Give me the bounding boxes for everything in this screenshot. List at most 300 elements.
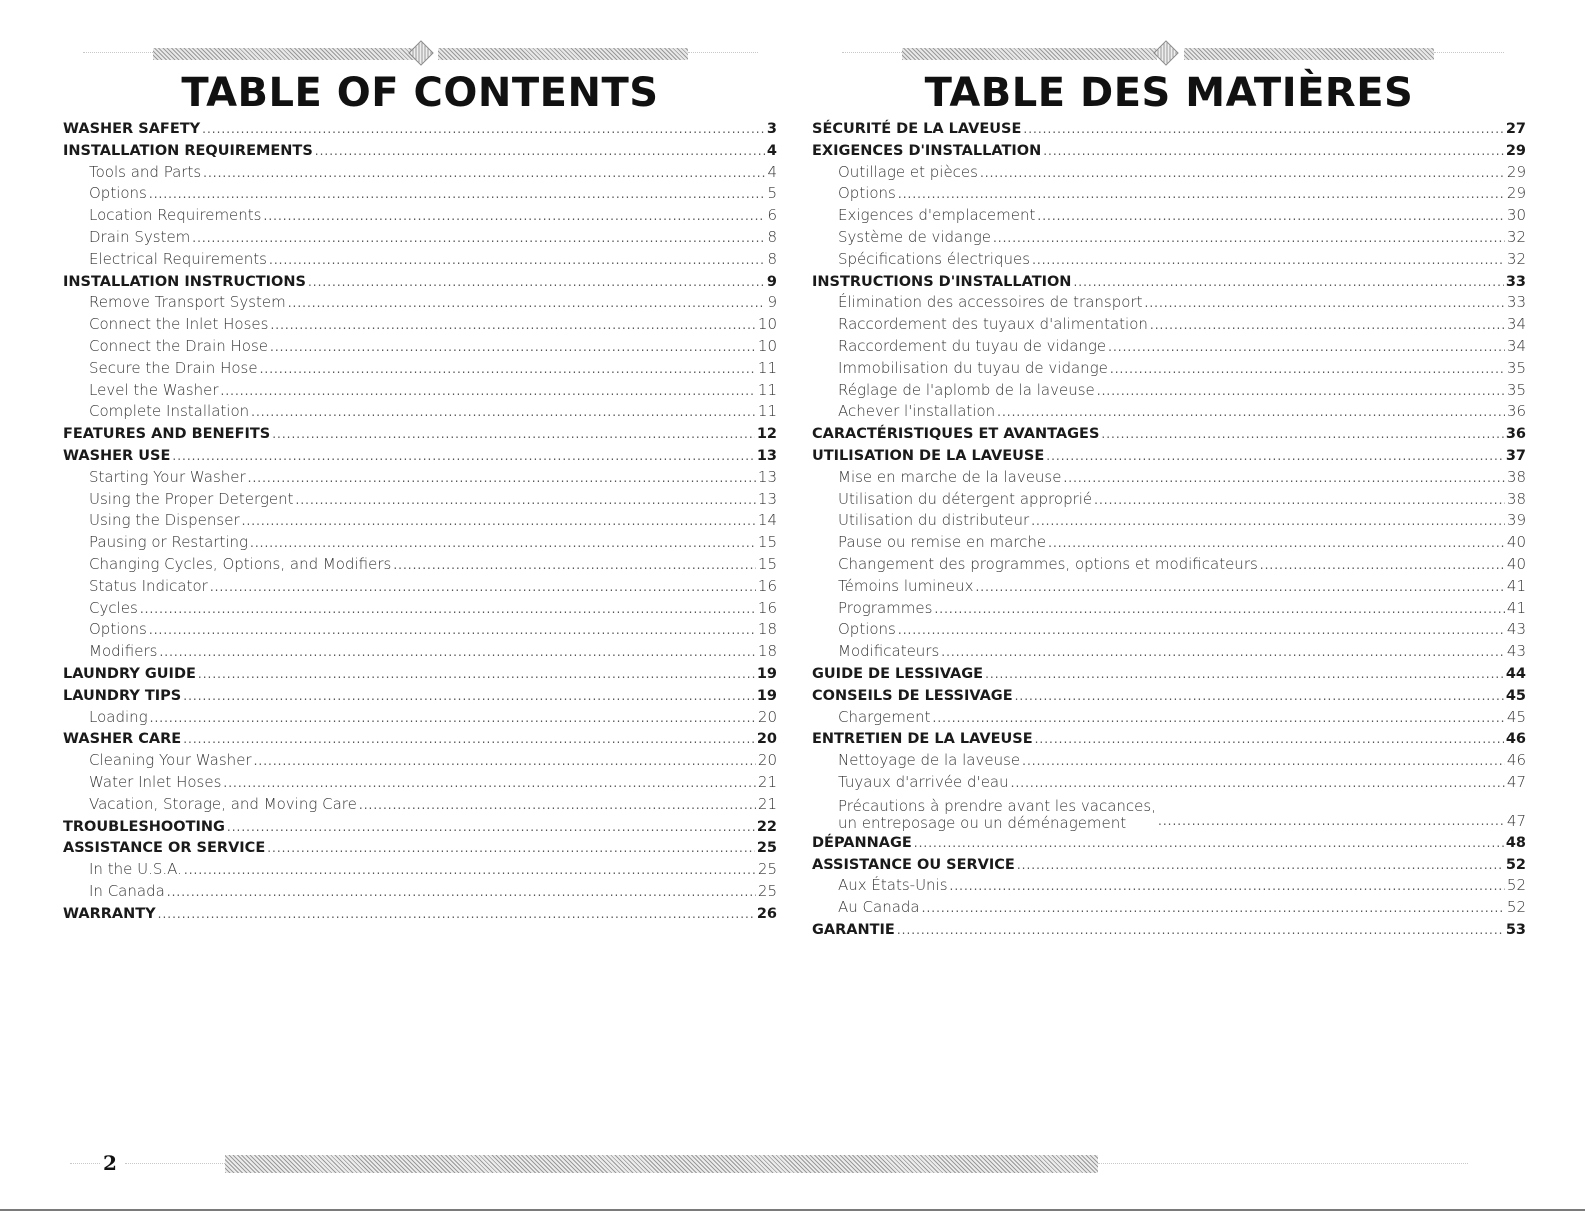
- toc-entry-label: Location Requirements: [89, 206, 262, 225]
- toc-subsection-entry: [812, 205, 1526, 227]
- toc-entry-label: WASHER USE: [63, 447, 171, 464]
- dot-leader: [315, 140, 765, 163]
- toc-entry-label: GUIDE DE LESSIVAGE: [812, 665, 984, 682]
- dot-leader: [1097, 380, 1505, 403]
- toc-subsection-entry: [63, 467, 777, 489]
- toc-entry-label: LAUNDRY TIPS: [63, 687, 182, 704]
- toc-entry-page-number: 13: [756, 447, 777, 464]
- dot-leader: [227, 816, 755, 839]
- dot-leader: [1011, 772, 1505, 795]
- toc-entry-page-number: 8: [767, 227, 777, 246]
- dot-leader: [254, 750, 756, 773]
- dot-leader: [250, 532, 756, 555]
- toc-entry-label: Water Inlet Hoses: [89, 772, 222, 791]
- dot-leader: [980, 162, 1505, 185]
- toc-entry-page-number: 21: [757, 772, 777, 791]
- dot-leader: [1063, 467, 1504, 490]
- toc-entry-label: Complete Installation: [89, 402, 250, 421]
- toc-entry-label: Changing Cycles, Options, and Modifiers: [89, 554, 392, 573]
- toc-subsection-entry: [812, 554, 1526, 576]
- toc-entry-page-number: 47: [1506, 772, 1526, 791]
- toc-section-entry: [63, 423, 777, 445]
- toc-entry-label: ASSISTANCE OU SERVICE: [812, 856, 1015, 873]
- dot-leader: [251, 401, 756, 424]
- dot-leader: [183, 728, 755, 751]
- page-title: TABLE DES MATIÈRES: [924, 70, 1414, 116]
- toc-subsection-entry: [63, 292, 777, 314]
- toc-section-entry: [63, 445, 777, 467]
- toc-entry-page-number: 43: [1506, 642, 1526, 661]
- toc-subsection-entry: [812, 707, 1526, 729]
- toc-subsection-entry: [812, 750, 1526, 772]
- dot-leader: [202, 118, 765, 141]
- toc-entry-label: Using the Proper Detergent: [89, 489, 294, 508]
- toc-entry-page-number: 13: [757, 489, 777, 508]
- toc-subsection-entry: [63, 489, 777, 511]
- toc-entry-label: Utilisation du distributeur: [838, 511, 1030, 530]
- toc-entry-page-number: 10: [757, 336, 777, 355]
- toc-entry-label: [838, 798, 1156, 832]
- toc-entry-page-number: 25: [757, 881, 777, 900]
- toc-entry-label: ASSISTANCE OR SERVICE: [63, 840, 266, 857]
- toc-subsection-entry: [63, 772, 777, 794]
- toc-entry-page-number: 10: [757, 315, 777, 334]
- toc-entry-label: Using the Dispenser: [89, 511, 240, 530]
- toc-entry-label: CARACTÉRISTIQUES ET AVANTAGES: [812, 426, 1100, 443]
- toc-entry-page-number: 52: [1506, 898, 1526, 917]
- toc-list: [63, 118, 777, 924]
- toc-subsection-entry: [63, 707, 777, 729]
- toc-section-entry: [63, 140, 777, 162]
- dot-leader: [296, 489, 756, 512]
- toc-subsection-entry: [63, 641, 777, 663]
- dot-leader: [1101, 423, 1503, 446]
- toc-entry-label: Cycles: [89, 598, 138, 617]
- toc-subsection-entry: [812, 380, 1526, 402]
- toc-entry-page-number: 40: [1506, 554, 1526, 573]
- dot-leader: [1046, 445, 1504, 468]
- toc-entry-label: LAUNDRY GUIDE: [63, 665, 196, 682]
- toc-entry-page-number: 21: [757, 794, 777, 813]
- toc-section-entry: [812, 140, 1526, 162]
- toc-subsection-entry: [812, 641, 1526, 663]
- toc-entry-label: Chargement: [838, 707, 931, 726]
- toc-subsection-entry: [812, 875, 1526, 897]
- toc-entry-label: Raccordement des tuyaux d'alimentation: [838, 315, 1148, 334]
- diamond-ornament-icon: [1153, 40, 1178, 65]
- toc-subsection-entry: [63, 205, 777, 227]
- toc-entry-page-number: 36: [1506, 402, 1526, 421]
- toc-entry-page-number: 36: [1505, 426, 1526, 443]
- toc-section-entry: [812, 118, 1526, 140]
- toc-entry-label: Modifiers: [89, 642, 158, 661]
- dot-leader: [934, 598, 1504, 621]
- dot-leader: [264, 205, 766, 228]
- toc-subsection-entry: [812, 227, 1526, 249]
- toc-subsection-entry: [63, 358, 777, 380]
- toc-subsection-entry: [63, 598, 777, 620]
- toc-entry-label: SÉCURITÉ DE LA LAVEUSE: [812, 121, 1022, 137]
- toc-entry-label: Élimination des accessoires de transport: [838, 293, 1143, 312]
- toc-entry-label-line2: un entreposage ou un déménagement: [838, 813, 1127, 832]
- toc-entry-page-number: 4: [766, 142, 777, 159]
- toc-subsection-entry: [812, 598, 1526, 620]
- dot-leader: [159, 641, 755, 664]
- toc-entry-label: Connect the Drain Hose: [89, 336, 269, 355]
- toc-entry-page-number: 27: [1505, 121, 1526, 137]
- toc-entry-label: WARRANTY: [63, 905, 156, 922]
- toc-entry-label: Immobilisation du tuyau de vidange: [838, 358, 1108, 377]
- toc-entry-page-number: 26: [756, 905, 777, 922]
- toc-entry-label: Level the Washer: [89, 380, 219, 399]
- diamond-ornament-icon: [408, 40, 433, 65]
- toc-entry-page-number: 33: [1505, 273, 1526, 290]
- toc-subsection-entry: [63, 162, 777, 184]
- toc-subsection-entry: [812, 292, 1526, 314]
- toc-entry-label: EXIGENCES D'INSTALLATION: [812, 142, 1042, 159]
- toc-entry-page-number: 25: [757, 860, 777, 879]
- toc-entry-page-number: 15: [757, 554, 777, 573]
- dot-leader: [1108, 336, 1505, 359]
- dot-leader: [158, 903, 755, 926]
- toc-entry-page-number: 43: [1506, 620, 1526, 639]
- toc-entry-page-number: 8: [767, 249, 777, 268]
- toc-entry-page-number: 6: [767, 206, 777, 225]
- toc-entry-page-number: 25: [756, 840, 777, 857]
- toc-section-entry: [63, 728, 777, 750]
- toc-list: [812, 118, 1526, 941]
- dot-leader: [184, 859, 756, 882]
- toc-entry-page-number: 52: [1505, 856, 1526, 873]
- toc-subsection-entry: [812, 489, 1526, 511]
- toc-subsection-entry: [812, 619, 1526, 641]
- dot-leader: [1073, 271, 1503, 294]
- toc-subsection-entry: [63, 619, 777, 641]
- toc-subsection-entry: [812, 249, 1526, 271]
- dot-leader: [272, 423, 755, 446]
- dot-leader: [149, 183, 766, 206]
- toc-entry-label: INSTALLATION INSTRUCTIONS: [63, 273, 306, 290]
- dot-leader: [270, 336, 756, 359]
- toc-entry-label: Aux États-Unis: [838, 876, 948, 895]
- toc-entry-label: Connect the Inlet Hoses: [89, 315, 269, 334]
- toc-entry-page-number: 48: [1505, 834, 1526, 851]
- toc-entry-page-number: 47: [1506, 811, 1526, 830]
- dot-leader: [1110, 358, 1505, 381]
- dot-leader: [1043, 140, 1504, 163]
- header-ornament: [812, 40, 1526, 66]
- toc-entry-label: Exigences d'emplacement: [838, 206, 1036, 225]
- toc-entry-label: Options: [89, 620, 147, 639]
- toc-section-entry: [63, 685, 777, 707]
- toc-entry-page-number: 18: [757, 642, 777, 661]
- dot-leader: [914, 832, 1504, 855]
- dot-leader: [1094, 489, 1505, 512]
- dot-leader: [933, 707, 1505, 730]
- toc-entry-page-number: 4: [767, 162, 777, 181]
- toc-entry-page-number: 46: [1506, 751, 1526, 770]
- dot-leader: [993, 227, 1505, 250]
- toc-entry-label: Drain System: [89, 227, 191, 246]
- dot-leader: [975, 576, 1504, 599]
- toc-entry-page-number: 11: [757, 402, 777, 421]
- toc-section-entry: [812, 832, 1526, 854]
- toc-subsection-entry: [812, 314, 1526, 336]
- toc-subsection-entry: [63, 510, 777, 532]
- toc-entry-page-number: 3: [766, 121, 777, 137]
- toc-subsection-entry: [63, 249, 777, 271]
- dot-leader: [1032, 249, 1505, 272]
- dot-leader: [1023, 118, 1503, 141]
- toc-entry-label: Changement des programmes, options et modificateurs: [838, 554, 1258, 573]
- dot-leader: [941, 641, 1505, 664]
- dot-leader: [192, 227, 765, 250]
- dot-leader: [997, 401, 1505, 424]
- dot-leader: [288, 292, 766, 315]
- dot-leader: [210, 576, 756, 599]
- dot-leader: [1158, 810, 1505, 832]
- toc-entry-label: FEATURES AND BENEFITS: [63, 426, 271, 443]
- toc-entry-label: DÉPANNAGE: [812, 834, 912, 851]
- toc-subsection-entry: [812, 467, 1526, 489]
- dot-leader: [267, 837, 755, 860]
- toc-subsection-entry: [63, 314, 777, 336]
- toc-entry-label: Loading: [89, 707, 148, 726]
- toc-entry-label: Témoins lumineux: [838, 576, 974, 595]
- toc-entry-label: In the U.S.A.: [89, 860, 182, 879]
- toc-subsection-entry: [63, 380, 777, 402]
- toc-subsection-entry: [63, 401, 777, 423]
- toc-entry-page-number: 18: [757, 620, 777, 639]
- toc-subsection-entry: [63, 554, 777, 576]
- dot-leader: [1048, 532, 1505, 555]
- toc-entry-label: Tools and Parts: [89, 162, 202, 181]
- toc-entry-page-number: 53: [1505, 921, 1526, 938]
- toc-subsection-entry: [63, 750, 777, 772]
- toc-entry-page-number: 16: [757, 598, 777, 617]
- toc-entry-page-number: 45: [1506, 707, 1526, 726]
- toc-entry-page-number: 46: [1505, 731, 1526, 748]
- toc-section-entry: [63, 837, 777, 859]
- dot-leader: [140, 598, 756, 621]
- toc-entry-label: Spécifications électriques: [838, 249, 1031, 268]
- toc-entry-label-line1: Précautions à prendre avant les vacances,: [838, 796, 1156, 815]
- toc-subsection-entry: [812, 772, 1526, 794]
- toc-entry-label: Options: [838, 184, 896, 203]
- toc-subsection-entry: [63, 576, 777, 598]
- toc-entry-page-number: 34: [1506, 336, 1526, 355]
- toc-entry-page-number: 29: [1506, 184, 1526, 203]
- toc-entry-label: Vacation, Storage, and Moving Care: [89, 794, 357, 813]
- toc-subsection-entry: [63, 881, 777, 903]
- dot-leader: [221, 380, 756, 403]
- toc-column-english: [63, 40, 777, 924]
- toc-entry-label: Mise en marche de la laveuse: [838, 467, 1062, 486]
- toc-entry-page-number: 39: [1506, 511, 1526, 530]
- toc-subsection-entry: [63, 227, 777, 249]
- dot-leader: [1031, 510, 1505, 533]
- dot-leader: [1017, 854, 1504, 877]
- dot-leader: [1022, 750, 1505, 773]
- toc-section-entry: [812, 919, 1526, 941]
- dot-leader: [308, 271, 765, 294]
- toc-entry-label: WASHER SAFETY: [63, 121, 201, 137]
- toc-section-entry: [812, 854, 1526, 876]
- toc-subsection-entry: [812, 162, 1526, 184]
- toc-entry-page-number: 29: [1505, 142, 1526, 159]
- toc-entry-label: INSTRUCTIONS D'INSTALLATION: [812, 273, 1072, 290]
- toc-subsection-entry: [812, 183, 1526, 205]
- bottom-rule: [0, 1209, 1585, 1211]
- toc-subsection-entry: [812, 401, 1526, 423]
- dot-leader: [269, 249, 765, 272]
- toc-section-entry: [812, 271, 1526, 293]
- toc-section-entry: [812, 423, 1526, 445]
- toc-entry-page-number: 40: [1506, 533, 1526, 552]
- dot-leader: [270, 314, 755, 337]
- dot-leader: [203, 162, 765, 185]
- toc-subsection-entry: [63, 794, 777, 816]
- header-ornament: [63, 40, 777, 66]
- dot-leader: [393, 554, 756, 577]
- toc-entry-label: Options: [838, 620, 896, 639]
- toc-entry-label: WASHER CARE: [63, 731, 182, 748]
- toc-subsection-entry: [812, 336, 1526, 358]
- toc-section-entry: [812, 728, 1526, 750]
- dot-leader: [1035, 728, 1504, 751]
- toc-entry-label: TROUBLESHOOTING: [63, 818, 225, 835]
- toc-section-entry: [812, 445, 1526, 467]
- toc-entry-label: Tuyaux d'arrivée d'eau: [838, 772, 1009, 791]
- toc-entry-page-number: 33: [1506, 293, 1526, 312]
- toc-entry-page-number: 14: [757, 511, 777, 530]
- toc-section-entry: [812, 663, 1526, 685]
- toc-entry-page-number: 32: [1506, 249, 1526, 268]
- toc-entry-page-number: 11: [757, 380, 777, 399]
- toc-subsection-entry: [812, 794, 1526, 832]
- toc-entry-page-number: 11: [757, 358, 777, 377]
- toc-section-entry: [63, 903, 777, 925]
- toc-section-entry: [63, 118, 777, 140]
- footer-ornament-bar: [225, 1155, 1098, 1173]
- toc-entry-page-number: 22: [756, 818, 777, 835]
- toc-entry-page-number: 9: [767, 293, 777, 312]
- toc-entry-label: Remove Transport System: [89, 293, 286, 312]
- toc-entry-label: Pause ou remise en marche: [838, 533, 1047, 552]
- dot-leader: [260, 358, 756, 381]
- toc-section-entry: [812, 685, 1526, 707]
- toc-entry-page-number: 38: [1506, 467, 1526, 486]
- toc-subsection-entry: [812, 510, 1526, 532]
- toc-entry-page-number: 19: [756, 665, 777, 682]
- dot-leader: [898, 183, 1505, 206]
- toc-entry-label: Raccordement du tuyau de vidange: [838, 336, 1107, 355]
- toc-entry-page-number: 5: [767, 184, 777, 203]
- dot-leader: [149, 619, 756, 642]
- toc-section-entry: [63, 663, 777, 685]
- toc-subsection-entry: [63, 532, 777, 554]
- toc-entry-page-number: 30: [1506, 206, 1526, 225]
- dot-leader: [897, 919, 1504, 942]
- dot-leader: [1260, 554, 1505, 577]
- toc-entry-page-number: 35: [1506, 358, 1526, 377]
- toc-entry-label: Status Indicator: [89, 576, 208, 595]
- toc-subsection-entry: [812, 576, 1526, 598]
- toc-subsection-entry: [812, 897, 1526, 919]
- toc-entry-label: INSTALLATION REQUIREMENTS: [63, 142, 313, 159]
- toc-entry-label: GARANTIE: [812, 921, 895, 938]
- dot-leader: [198, 663, 755, 686]
- toc-subsection-entry: [812, 358, 1526, 380]
- toc-entry-page-number: 15: [757, 533, 777, 552]
- toc-subsection-entry: [63, 183, 777, 205]
- toc-entry-label: Starting Your Washer: [89, 467, 246, 486]
- dot-leader: [150, 707, 756, 730]
- dot-leader: [167, 881, 756, 904]
- dot-leader: [172, 445, 754, 468]
- toc-entry-label: ENTRETIEN DE LA LAVEUSE: [812, 731, 1033, 748]
- dot-leader: [950, 875, 1505, 898]
- toc-entry-page-number: 32: [1506, 227, 1526, 246]
- dot-leader: [242, 510, 756, 533]
- toc-section-entry: [63, 271, 777, 293]
- toc-entry-page-number: 13: [757, 467, 777, 486]
- toc-entry-page-number: 9: [766, 273, 777, 290]
- toc-entry-page-number: 16: [757, 576, 777, 595]
- toc-entry-page-number: 34: [1506, 315, 1526, 334]
- dot-leader: [1015, 685, 1504, 708]
- toc-column-french: [812, 40, 1526, 941]
- toc-entry-label: Achever l'installation: [838, 402, 996, 421]
- page-number: 2: [103, 1151, 117, 1175]
- toc-section-entry: [63, 816, 777, 838]
- dot-leader: [1037, 205, 1505, 228]
- dot-leader: [898, 619, 1505, 642]
- toc-entry-page-number: 45: [1505, 687, 1526, 704]
- toc-entry-page-number: 44: [1505, 665, 1526, 682]
- page-title: TABLE OF CONTENTS: [181, 70, 659, 116]
- toc-entry-label: Au Canada: [838, 898, 920, 917]
- dot-leader: [223, 772, 756, 795]
- toc-entry-label: Pausing or Restarting: [89, 533, 249, 552]
- toc-entry-page-number: 20: [757, 751, 777, 770]
- toc-entry-label: Programmes: [838, 598, 933, 617]
- toc-subsection-entry: [812, 532, 1526, 554]
- dot-leader: [922, 897, 1505, 920]
- toc-entry-label: CONSEILS DE LESSIVAGE: [812, 687, 1013, 704]
- toc-subsection-entry: [63, 336, 777, 358]
- toc-entry-page-number: 37: [1505, 447, 1526, 464]
- toc-entry-label: Nettoyage de la laveuse: [838, 751, 1021, 770]
- dot-leader: [985, 663, 1504, 686]
- toc-entry-page-number: 29: [1506, 162, 1526, 181]
- page-footer: [70, 1151, 1470, 1177]
- toc-entry-label: Secure the Drain Hose: [89, 358, 258, 377]
- toc-entry-page-number: 19: [756, 687, 777, 704]
- toc-entry-label: Outillage et pièces: [838, 162, 978, 181]
- dot-leader: [183, 685, 755, 708]
- toc-entry-page-number: 41: [1506, 598, 1526, 617]
- toc-entry-page-number: 20: [757, 707, 777, 726]
- toc-entry-label: Electrical Requirements: [89, 249, 267, 268]
- toc-entry-page-number: 20: [756, 731, 777, 748]
- toc-entry-page-number: 52: [1506, 876, 1526, 895]
- dot-leader: [359, 794, 756, 817]
- toc-entry-label: Utilisation du détergent approprié: [838, 489, 1093, 508]
- toc-subsection-entry: [63, 859, 777, 881]
- toc-entry-page-number: 41: [1506, 576, 1526, 595]
- toc-entry-label: Options: [89, 184, 147, 203]
